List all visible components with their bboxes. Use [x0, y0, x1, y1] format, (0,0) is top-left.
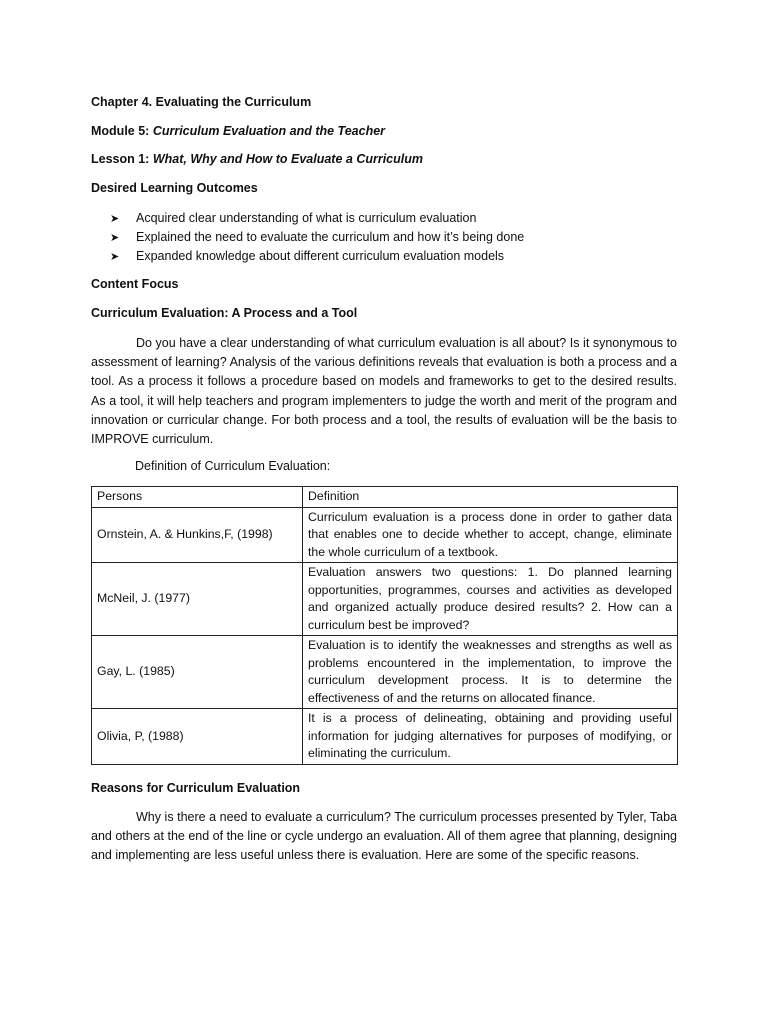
definition-cell: Evaluation is to identify the weaknesses and strengths as well as problems encountered in the implementation, to improve the curriculum development process. It is to determine the effectiveness of and the returns on allocated finance.	[303, 636, 678, 709]
module-title: Curriculum Evaluation and the Teacher	[152, 124, 386, 138]
outcome-text: Explained the need to evaluate the curriculum and how it’s being done	[136, 230, 525, 244]
list-item	[110, 247, 524, 266]
table-row	[92, 636, 678, 709]
table-caption: Definition of Curriculum Evaluation:	[135, 459, 331, 473]
section1-paragraph: Do you have a clear understanding of what curriculum evaluation is all about? Is it synonymous to assessment of learning? Analysis of the various definitions reveals that evaluation is both a process and a tool. As a process it follows a procedure based on models and frameworks to get to the desired results. As a tool, it will help teachers and program implementers to judge the worth and merit of the program and innovation or curricular change. For both process and a tool, the results of evaluation will be the basis to IMPROVE curriculum.	[91, 336, 677, 447]
table-header-row	[92, 487, 678, 508]
list-item	[110, 228, 524, 247]
person-cell: Ornstein, A. & Hunkins,F, (1998)	[92, 507, 303, 563]
table-row	[92, 709, 678, 765]
section2-paragraph: Why is there a need to evaluate a curriculum? The curriculum processes presented by Tyler, Taba and others at the end of the line or cycle undergo an evaluation. All of them agree that planning, designing and implementing are less useful unless there is evaluation. Here are some of the specific reasons.	[91, 810, 677, 863]
arrow-bullet-icon: ➤	[110, 232, 120, 244]
table-row	[92, 507, 678, 563]
arrow-bullet-icon: ➤	[110, 213, 120, 225]
person-cell: Olivia, P, (1988)	[92, 709, 303, 765]
person-cell: Gay, L. (1985)	[92, 636, 303, 709]
arrow-bullet-icon: ➤	[110, 251, 120, 263]
module-heading	[91, 124, 385, 138]
list-item	[110, 209, 524, 228]
lesson-heading	[91, 152, 423, 166]
definition-cell: It is a process of delineating, obtaining and providing useful information for judging alternatives for purposes of modifying, or eliminating the curriculum.	[303, 709, 678, 765]
header-definition: Definition	[303, 487, 678, 508]
content-focus-heading: Content Focus	[91, 277, 179, 291]
section2-heading: Reasons for Curriculum Evaluation	[91, 781, 301, 795]
definitions-table	[91, 486, 678, 765]
lesson-title: What, Why and How to Evaluate a Curriculum	[152, 152, 423, 166]
outcome-text: Acquired clear understanding of what is curriculum evaluation	[136, 211, 477, 225]
definition-cell: Evaluation answers two questions: 1. Do planned learning opportunities, programmes, courses and activities as developed and organized actually produce desired results? 2. How can a curriculum best be improved?	[303, 563, 678, 636]
header-persons: Persons	[92, 487, 303, 508]
outcomes-heading: Desired Learning Outcomes	[91, 181, 258, 195]
table-row	[92, 563, 678, 636]
definition-cell: Curriculum evaluation is a process done in order to gather data that enables one to decide whether to accept, change, eliminate the whole curriculum of a textbook.	[303, 507, 678, 563]
chapter-title: Chapter 4. Evaluating the Curriculum	[91, 95, 312, 109]
section1-heading: Curriculum Evaluation: A Process and a Tool	[91, 306, 358, 320]
outcomes-list	[110, 209, 524, 266]
module-prefix: Module 5:	[91, 124, 153, 138]
lesson-prefix: Lesson 1:	[91, 152, 153, 166]
outcome-text: Expanded knowledge about different curriculum evaluation models	[136, 249, 505, 263]
person-cell: McNeil, J. (1977)	[92, 563, 303, 636]
